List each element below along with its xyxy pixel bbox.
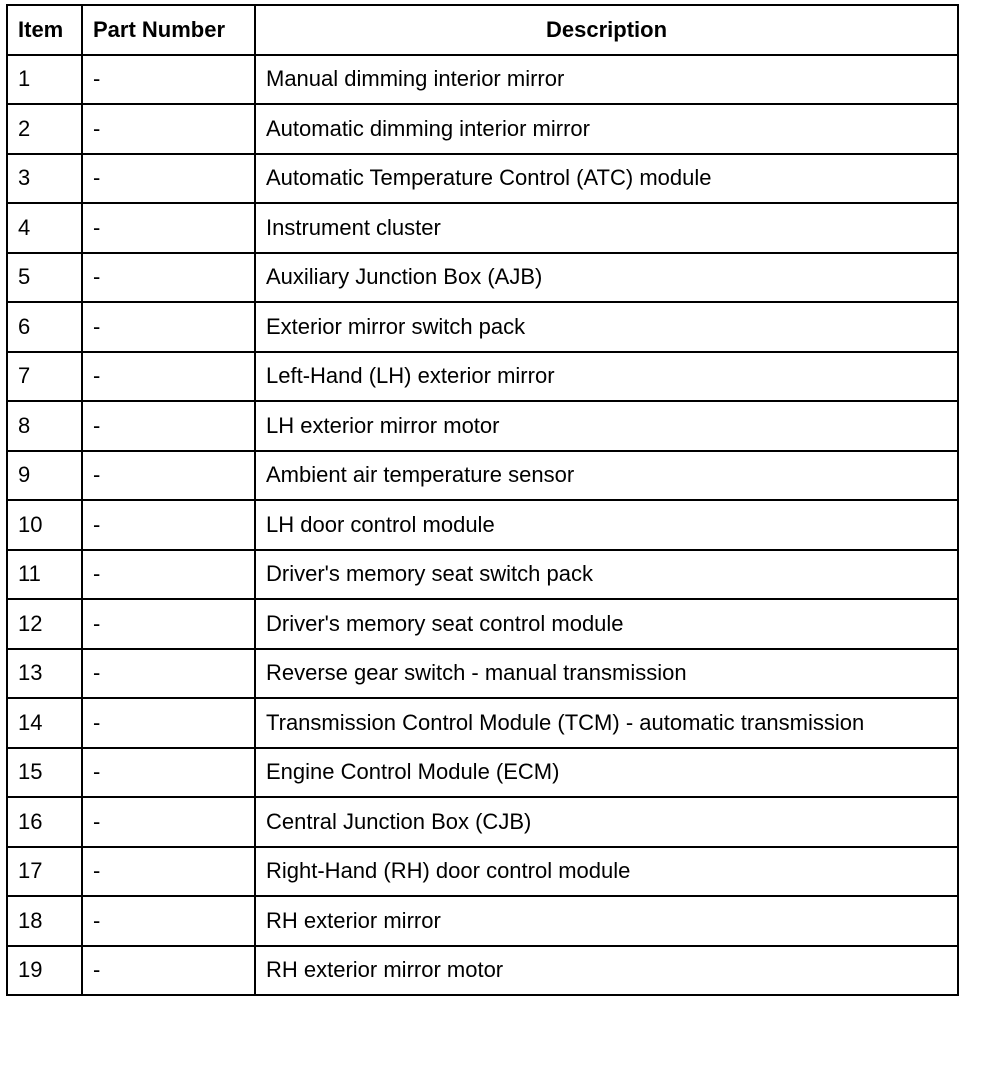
cell-part-number: - — [82, 946, 255, 996]
cell-description: RH exterior mirror — [255, 896, 958, 946]
table-row — [7, 500, 958, 550]
cell-part-number: - — [82, 649, 255, 699]
cell-description: LH exterior mirror motor — [255, 401, 958, 451]
table-row — [7, 896, 958, 946]
cell-part-number: - — [82, 797, 255, 847]
cell-item: 11 — [7, 550, 82, 600]
cell-item: 9 — [7, 451, 82, 501]
cell-item: 10 — [7, 500, 82, 550]
cell-description: Reverse gear switch - manual transmission — [255, 649, 958, 699]
cell-item: 12 — [7, 599, 82, 649]
table-row — [7, 847, 958, 897]
table-row — [7, 352, 958, 402]
cell-description: Central Junction Box (CJB) — [255, 797, 958, 847]
table-row — [7, 55, 958, 105]
table-row — [7, 401, 958, 451]
cell-item: 3 — [7, 154, 82, 204]
cell-description: Engine Control Module (ECM) — [255, 748, 958, 798]
cell-item: 1 — [7, 55, 82, 105]
cell-item: 6 — [7, 302, 82, 352]
table-row — [7, 649, 958, 699]
cell-part-number: - — [82, 154, 255, 204]
header-item: Item — [7, 5, 82, 55]
cell-description: LH door control module — [255, 500, 958, 550]
cell-part-number: - — [82, 550, 255, 600]
cell-description: Ambient air temperature sensor — [255, 451, 958, 501]
table-row — [7, 797, 958, 847]
cell-item: 17 — [7, 847, 82, 897]
cell-item: 16 — [7, 797, 82, 847]
cell-description: Left-Hand (LH) exterior mirror — [255, 352, 958, 402]
table-row — [7, 946, 958, 996]
table-row — [7, 302, 958, 352]
table-row — [7, 104, 958, 154]
cell-part-number: - — [82, 302, 255, 352]
cell-part-number: - — [82, 104, 255, 154]
cell-description: RH exterior mirror motor — [255, 946, 958, 996]
cell-item: 13 — [7, 649, 82, 699]
cell-description: Automatic Temperature Control (ATC) module — [255, 154, 958, 204]
header-description: Description — [255, 5, 958, 55]
table-row — [7, 203, 958, 253]
header-part-number: Part Number — [82, 5, 255, 55]
table-header-row — [7, 5, 958, 55]
cell-item: 4 — [7, 203, 82, 253]
table-row — [7, 253, 958, 303]
table-body — [7, 55, 958, 996]
table-row — [7, 550, 958, 600]
cell-item: 7 — [7, 352, 82, 402]
cell-item: 15 — [7, 748, 82, 798]
cell-description: Auxiliary Junction Box (AJB) — [255, 253, 958, 303]
cell-part-number: - — [82, 253, 255, 303]
cell-part-number: - — [82, 401, 255, 451]
cell-description: Instrument cluster — [255, 203, 958, 253]
cell-item: 19 — [7, 946, 82, 996]
cell-part-number: - — [82, 352, 255, 402]
table-row — [7, 451, 958, 501]
cell-item: 18 — [7, 896, 82, 946]
cell-description: Right-Hand (RH) door control module — [255, 847, 958, 897]
table-row — [7, 748, 958, 798]
cell-description: Manual dimming interior mirror — [255, 55, 958, 105]
cell-item: 8 — [7, 401, 82, 451]
cell-item: 2 — [7, 104, 82, 154]
cell-item: 5 — [7, 253, 82, 303]
cell-part-number: - — [82, 451, 255, 501]
cell-part-number: - — [82, 500, 255, 550]
cell-part-number: - — [82, 698, 255, 748]
table-row — [7, 154, 958, 204]
parts-table — [6, 4, 959, 996]
cell-description: Automatic dimming interior mirror — [255, 104, 958, 154]
cell-part-number: - — [82, 55, 255, 105]
cell-item: 14 — [7, 698, 82, 748]
cell-description: Driver's memory seat switch pack — [255, 550, 958, 600]
cell-part-number: - — [82, 599, 255, 649]
table-row — [7, 599, 958, 649]
cell-part-number: - — [82, 748, 255, 798]
table-row — [7, 698, 958, 748]
cell-part-number: - — [82, 847, 255, 897]
cell-part-number: - — [82, 896, 255, 946]
cell-description: Transmission Control Module (TCM) - automatic transmission — [255, 698, 958, 748]
cell-description: Driver's memory seat control module — [255, 599, 958, 649]
cell-description: Exterior mirror switch pack — [255, 302, 958, 352]
cell-part-number: - — [82, 203, 255, 253]
